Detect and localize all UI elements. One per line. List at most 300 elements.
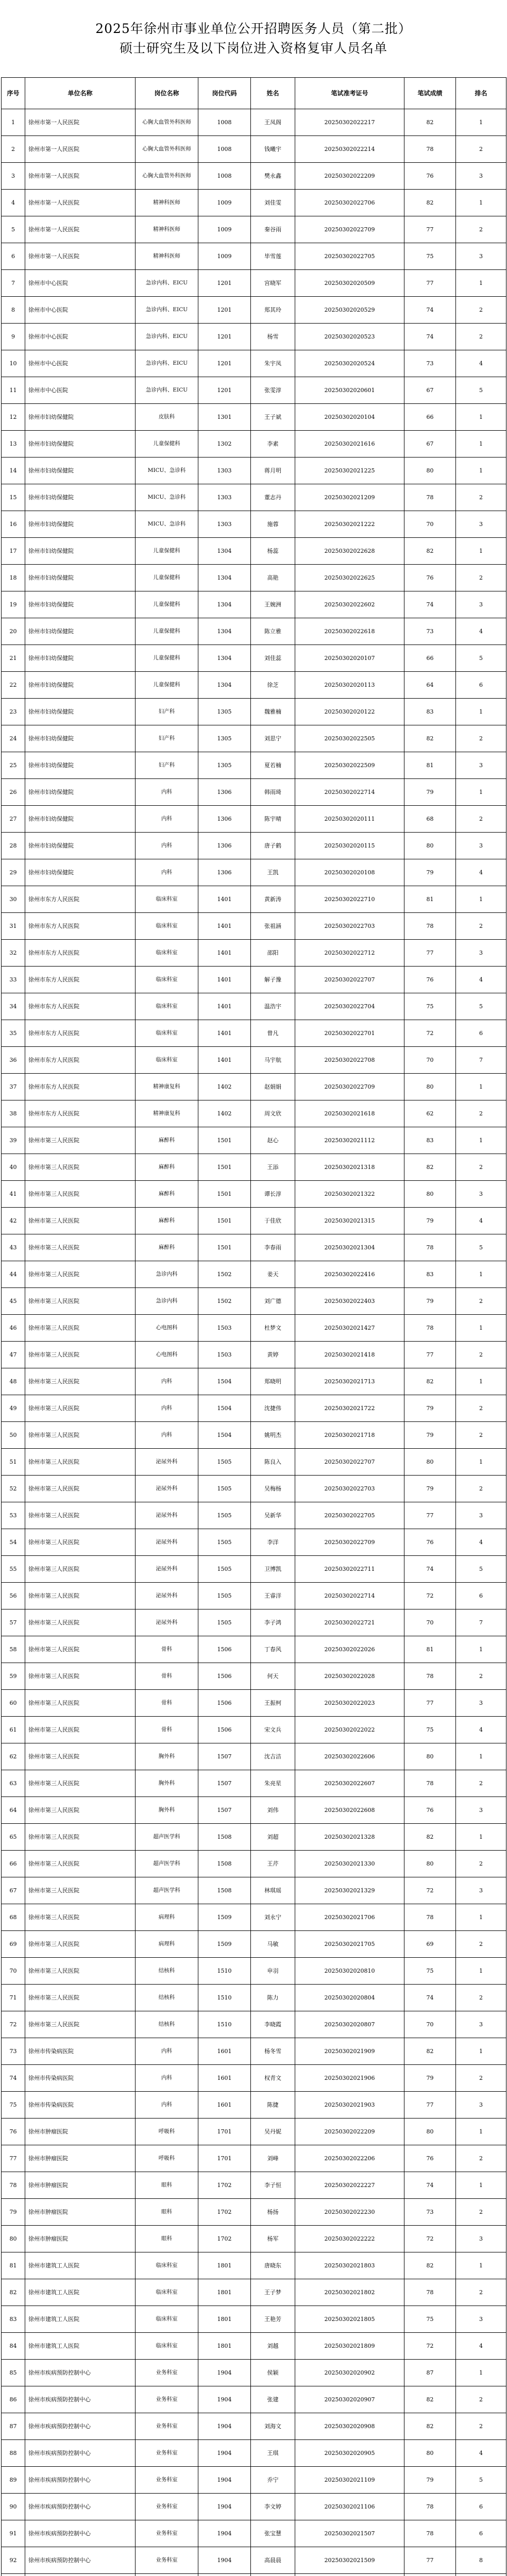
cell-post: 业务科室	[136, 2547, 198, 2574]
cell-name: 宫晓军	[251, 270, 295, 297]
cell-unit: 徐州市第三人民医院	[25, 1422, 136, 1449]
cell-score: 77	[404, 1502, 456, 1529]
cell-unit: 徐州市第三人民医院	[25, 1502, 136, 1529]
cell-ticket-number: 20250302022707	[295, 1449, 404, 1476]
cell-rank: 1	[456, 1261, 506, 1288]
cell-score: 82	[404, 2413, 456, 2440]
cell-ticket-number: 20250302022704	[295, 993, 404, 1020]
cell-name: 高艳	[251, 565, 295, 591]
table-row	[2, 1663, 506, 1690]
cell-index: 73	[2, 2038, 25, 2065]
cell-post: 骨科	[136, 1690, 198, 1717]
cell-index: 34	[2, 993, 25, 1020]
cell-ticket-number: 20250302020908	[295, 2413, 404, 2440]
cell-unit: 徐州市疾病预防控制中心	[25, 2520, 136, 2547]
table-row	[2, 2333, 506, 2360]
cell-name: 刘越	[251, 2333, 295, 2360]
table-row	[2, 1797, 506, 1824]
cell-post: 业务科室	[136, 2386, 198, 2413]
table-row	[2, 725, 506, 752]
cell-score: 82	[404, 190, 456, 216]
table-row	[2, 1020, 506, 1047]
cell-index: 52	[2, 1476, 25, 1502]
cell-ticket-number: 20250302022714	[295, 1583, 404, 1609]
cell-score: 87	[404, 2360, 456, 2386]
cell-ticket-number: 20250302021109	[295, 2467, 404, 2494]
cell-index: 75	[2, 2092, 25, 2119]
cell-index: 92	[2, 2547, 25, 2574]
cell-post-code: 1904	[198, 2494, 251, 2520]
cell-rank: 2	[456, 1100, 506, 1127]
cell-ticket-number: 20250302020108	[295, 859, 404, 886]
cell-ticket-number: 20250302022607	[295, 1770, 404, 1797]
table-row	[2, 1636, 506, 1663]
cell-ticket-number: 20250302021906	[295, 2065, 404, 2092]
cell-post-code: 1801	[198, 2306, 251, 2333]
cell-ticket-number: 20250302021222	[295, 511, 404, 538]
cell-post: 泌尿外科	[136, 1476, 198, 1502]
cell-unit: 徐州市中心医院	[25, 297, 136, 324]
cell-index: 68	[2, 1904, 25, 1931]
col-header-score: 笔试成绩	[404, 78, 456, 109]
cell-index: 39	[2, 1127, 25, 1154]
table-row	[2, 2145, 506, 2172]
cell-unit: 徐州市妇幼保健院	[25, 404, 136, 431]
cell-name: 宋文兵	[251, 1717, 295, 1743]
cell-index: 76	[2, 2119, 25, 2145]
table-header-row	[2, 78, 506, 109]
cell-post-code: 1502	[198, 1288, 251, 1315]
table-row	[2, 431, 506, 457]
cell-unit: 徐州市第三人民医院	[25, 2011, 136, 2038]
cell-ticket-number: 20250302021802	[295, 2279, 404, 2306]
cell-ticket-number: 20250302022217	[295, 109, 404, 136]
cell-score: 67	[404, 377, 456, 404]
table-row	[2, 2252, 506, 2279]
cell-rank: 2	[456, 1663, 506, 1690]
cell-index: 46	[2, 1315, 25, 1342]
cell-name: 王睿洋	[251, 1583, 295, 1609]
cell-name: 邵阳	[251, 940, 295, 967]
cell-rank: 2	[456, 725, 506, 752]
cell-post-code: 1502	[198, 1261, 251, 1288]
table-row	[2, 886, 506, 913]
cell-post-code: 1506	[198, 1663, 251, 1690]
cell-index: 5	[2, 216, 25, 243]
table-row	[2, 2360, 506, 2386]
col-header-post: 岗位名称	[136, 78, 198, 109]
cell-ticket-number: 20250302022209	[295, 2119, 404, 2145]
cell-rank: 1	[456, 2119, 506, 2145]
cell-index: 89	[2, 2467, 25, 2494]
cell-name: 王琪	[251, 2440, 295, 2467]
cell-name: 姜天	[251, 1261, 295, 1288]
cell-rank: 4	[456, 967, 506, 993]
cell-score: 79	[404, 1395, 456, 1422]
cell-ticket-number: 20250302022705	[295, 1502, 404, 1529]
cell-ticket-number: 20250302020807	[295, 2011, 404, 2038]
cell-name: 郑晓明	[251, 1368, 295, 1395]
cell-index: 72	[2, 2011, 25, 2038]
cell-ticket-number: 20250302022206	[295, 2145, 404, 2172]
table-row	[2, 591, 506, 618]
cell-score: 81	[404, 1636, 456, 1663]
cell-name: 杨蕊	[251, 538, 295, 565]
cell-ticket-number: 20250302022703	[295, 913, 404, 940]
cell-name: 谭长淳	[251, 1181, 295, 1208]
cell-name: 李子恒	[251, 2172, 295, 2199]
cell-post-code: 1506	[198, 1636, 251, 1663]
cell-post-code: 1505	[198, 1476, 251, 1502]
cell-ticket-number: 20250302020529	[295, 297, 404, 324]
cell-post-code: 1904	[198, 2520, 251, 2547]
cell-post-code: 1504	[198, 1395, 251, 1422]
cell-name: 高晨晨	[251, 2547, 295, 2574]
cell-rank: 2	[456, 2279, 506, 2306]
cell-index: 62	[2, 1743, 25, 1770]
table-row	[2, 1985, 506, 2011]
table-row	[2, 2199, 506, 2226]
cell-post: 临床科室	[136, 2279, 198, 2306]
cell-name: 解子豫	[251, 967, 295, 993]
table-row	[2, 2574, 506, 2576]
cell-unit: 徐州市第三人民医院	[25, 1181, 136, 1208]
cell-score: 75	[404, 1717, 456, 1743]
cell-rank: 2	[456, 913, 506, 940]
cell-score: 77	[404, 1690, 456, 1717]
cell-unit: 徐州市妇幼保健院	[25, 484, 136, 511]
cell-name: 李晓霞	[251, 2011, 295, 2038]
cell-index: 6	[2, 243, 25, 270]
cell-unit: 徐州市第三人民医院	[25, 1449, 136, 1476]
cell-ticket-number: 20250302022721	[295, 1609, 404, 1636]
cell-name: 刘佳蕊	[251, 645, 295, 672]
cell-unit: 徐州市中心医院	[25, 270, 136, 297]
cell-rank: 1	[456, 538, 506, 565]
cell-score: 73	[404, 618, 456, 645]
cell-ticket-number: 20250302021322	[295, 1181, 404, 1208]
cell-unit: 徐州市第三人民医院	[25, 1154, 136, 1181]
cell-index: 81	[2, 2252, 25, 2279]
table-row	[2, 216, 506, 243]
table-row	[2, 377, 506, 404]
cell-index: 83	[2, 2306, 25, 2333]
cell-post: 临床科室	[136, 2306, 198, 2333]
cell-ticket-number: 20250302021427	[295, 1315, 404, 1342]
cell-score: 78	[404, 1663, 456, 1690]
cell-unit: 徐州市妇幼保健院	[25, 725, 136, 752]
cell-rank: 4	[456, 350, 506, 377]
cell-name: 陈立雅	[251, 618, 295, 645]
cell-post-code: 1505	[198, 1529, 251, 1556]
cell-post: 临床科室	[136, 1020, 198, 1047]
table-row	[2, 1609, 506, 1636]
cell-post-code: 1306	[198, 806, 251, 833]
table-row	[2, 190, 506, 216]
cell-ticket-number: 20250302020523	[295, 324, 404, 350]
table-row	[2, 1690, 506, 1717]
cell-ticket-number: 20250302022708	[295, 1047, 404, 1074]
table-row	[2, 297, 506, 324]
cell-unit: 徐州市第三人民医院	[25, 1985, 136, 2011]
cell-index: 40	[2, 1154, 25, 1181]
cell-index: 85	[2, 2360, 25, 2386]
cell-index: 2	[2, 136, 25, 163]
cell-post-code: 1302	[198, 431, 251, 457]
cell-index: 86	[2, 2386, 25, 2413]
cell-unit: 徐州市妇幼保健院	[25, 431, 136, 457]
cell-unit: 徐州市妇幼保健院	[25, 538, 136, 565]
cell-score: 72	[404, 1020, 456, 1047]
cell-score: 68	[404, 806, 456, 833]
cell-unit: 徐州市妇幼保健院	[25, 699, 136, 725]
table-row	[2, 1288, 506, 1315]
cell-unit: 徐州市疾病预防控制中心	[25, 2440, 136, 2467]
cell-ticket-number: 20250302022618	[295, 618, 404, 645]
cell-name: 李素	[251, 431, 295, 457]
cell-unit: 徐州市妇幼保健院	[25, 806, 136, 833]
cell-post: 麻醉科	[136, 1127, 198, 1154]
cell-unit: 徐州市东方人民医院	[25, 993, 136, 1020]
cell-score: 62	[404, 1100, 456, 1127]
cell-name: 蒋月明	[251, 457, 295, 484]
cell-index: 51	[2, 1449, 25, 1476]
cell-post-code: 1505	[198, 1502, 251, 1529]
cell-post-code: 1304	[198, 645, 251, 672]
cell-index: 87	[2, 2413, 25, 2440]
cell-rank: 3	[456, 2011, 506, 2038]
cell-rank: 2	[456, 1422, 506, 1449]
cell-unit: 徐州市疾病预防控制中心	[25, 2386, 136, 2413]
cell-unit: 徐州市第一人民医院	[25, 243, 136, 270]
cell-post: 急诊内科、EICU	[136, 270, 198, 297]
cell-post-code: 1306	[198, 859, 251, 886]
cell-name: 樊永鑫	[251, 163, 295, 190]
cell-rank: 1	[456, 1743, 506, 1770]
cell-rank: 1	[456, 699, 506, 725]
cell-unit: 徐州市中心医院	[25, 350, 136, 377]
cell-score: 80	[404, 1449, 456, 1476]
cell-name: 刘峰	[251, 2145, 295, 2172]
cell-name: 唐子鹤	[251, 833, 295, 859]
cell-rank: 1	[456, 1824, 506, 1851]
table-row	[2, 1449, 506, 1476]
cell-post-code: 1510	[198, 1958, 251, 1985]
title-line-2: 硕士研究生及以下岗位进入资格复审人员名单	[119, 41, 387, 56]
cell-post: 内科	[136, 2038, 198, 2065]
cell-unit: 徐州市第三人民医院	[25, 1931, 136, 1958]
cell-unit: 徐州市东方人民医院	[25, 1020, 136, 1047]
table-row	[2, 1556, 506, 1583]
cell-rank: 1	[456, 2172, 506, 2199]
cell-index: 1	[2, 109, 25, 136]
cell-index: 27	[2, 806, 25, 833]
cell-post-code: 1508	[198, 1877, 251, 1904]
cell-rank: 1	[456, 1958, 506, 1985]
cell-ticket-number: 20250302021618	[295, 1100, 404, 1127]
cell-ticket-number: 20250302021330	[295, 1851, 404, 1877]
table-row	[2, 2172, 506, 2199]
cell-ticket-number: 20250302021903	[295, 2092, 404, 2119]
cell-index: 48	[2, 1368, 25, 1395]
cell-post-code: 1009	[198, 243, 251, 270]
cell-unit: 徐州市建筑工人医院	[25, 2306, 136, 2333]
cell-score: 74	[404, 324, 456, 350]
cell-post-code: 1304	[198, 565, 251, 591]
cell-name: 王婉洲	[251, 591, 295, 618]
cell-post: 超声医学科	[136, 1851, 198, 1877]
table-row	[2, 2065, 506, 2092]
cell-rank: 1	[456, 270, 506, 297]
cell-index: 4	[2, 190, 25, 216]
cell-post-code: 1904	[198, 2413, 251, 2440]
cell-name: 李子鸿	[251, 1609, 295, 1636]
cell-unit: 徐州市第三人民医院	[25, 1368, 136, 1395]
cell-post-code: 1401	[198, 886, 251, 913]
cell-index: 66	[2, 1851, 25, 1877]
cell-ticket-number: 20250302021718	[295, 1422, 404, 1449]
table-row	[2, 1583, 506, 1609]
cell-post: 急诊内科、EICU	[136, 297, 198, 324]
cell-score: 80	[404, 2440, 456, 2467]
cell-rank: 6	[456, 2494, 506, 2520]
cell-post: 精神科医师	[136, 216, 198, 243]
cell-unit: 徐州市疾病预防控制中心	[25, 2360, 136, 2386]
table-row	[2, 993, 506, 1020]
cell-post: 急诊内科、EICU	[136, 377, 198, 404]
table-row	[2, 243, 506, 270]
cell-index: 16	[2, 511, 25, 538]
cell-name: 温浩宇	[251, 993, 295, 1020]
cell-rank: 5	[456, 1556, 506, 1583]
cell-post: 结核科	[136, 2011, 198, 2038]
cell-index: 13	[2, 431, 25, 457]
cell-rank: 5	[456, 993, 506, 1020]
table-body	[2, 109, 506, 2576]
cell-ticket-number: 20250302021507	[295, 2520, 404, 2547]
cell-ticket-number: 20250302022711	[295, 1556, 404, 1583]
cell-unit: 徐州市肿瘤医院	[25, 2226, 136, 2252]
cell-post-code: 1508	[198, 1851, 251, 1877]
cell-unit: 徐州市妇幼保健院	[25, 833, 136, 859]
cell-ticket-number: 20250302020905	[295, 2440, 404, 2467]
cell-unit: 徐州市妇幼保健院	[25, 457, 136, 484]
col-header-unit: 单位名称	[25, 78, 136, 109]
cell-name: 施蓉	[251, 511, 295, 538]
cell-unit: 徐州市第三人民医院	[25, 1395, 136, 1422]
cell-score: 64	[404, 672, 456, 699]
cell-rank: 3	[456, 1502, 506, 1529]
cell-name: 乔宁	[251, 2467, 295, 2494]
cell-index: 14	[2, 457, 25, 484]
cell-ticket-number	[295, 2574, 404, 2576]
cell-rank: 3	[456, 752, 506, 779]
cell-post: 精神康复科	[136, 1074, 198, 1100]
cell-name: 黄新涛	[251, 886, 295, 913]
cell-post-code: 1303	[198, 484, 251, 511]
cell-post: 内科	[136, 1395, 198, 1422]
cell-ticket-number: 20250302020509	[295, 270, 404, 297]
cell-name: 王芹	[251, 1851, 295, 1877]
cell-post: 儿童保健科	[136, 565, 198, 591]
cell-post: 胸外科	[136, 1770, 198, 1797]
cell-index: 44	[2, 1261, 25, 1288]
cell-index: 37	[2, 1074, 25, 1100]
cell-rank: 6	[456, 1583, 506, 1609]
cell-post-code: 1501	[198, 1154, 251, 1181]
cell-unit: 徐州市传染病医院	[25, 2038, 136, 2065]
cell-unit: 徐州市东方人民医院	[25, 913, 136, 940]
cell-post-code: 1304	[198, 538, 251, 565]
cell-ticket-number: 20250302022509	[295, 752, 404, 779]
cell-post-code: 1904	[198, 2547, 251, 2574]
cell-score: 79	[404, 2065, 456, 2092]
cell-ticket-number: 20250302022230	[295, 2199, 404, 2226]
cell-score: 72	[404, 2226, 456, 2252]
cell-score: 78	[404, 2279, 456, 2306]
table-row	[2, 1476, 506, 1502]
cell-rank: 3	[456, 163, 506, 190]
table-row	[2, 163, 506, 190]
cell-ticket-number: 20250302020804	[295, 1985, 404, 2011]
table-row	[2, 2440, 506, 2467]
cell-post: 儿童保健科	[136, 672, 198, 699]
cell-score: 74	[404, 591, 456, 618]
cell-index: 32	[2, 940, 25, 967]
cell-rank: 3	[456, 511, 506, 538]
cell-rank: 4	[456, 2333, 506, 2360]
cell-ticket-number: 20250302022222	[295, 2226, 404, 2252]
cell-index: 10	[2, 350, 25, 377]
cell-score: 83	[404, 699, 456, 725]
cell-ticket-number: 20250302021418	[295, 1342, 404, 1368]
cell-index: 30	[2, 886, 25, 913]
cell-name: 李春雨	[251, 1234, 295, 1261]
cell-score: 76	[404, 565, 456, 591]
cell-score: 82	[404, 2038, 456, 2065]
cell-index: 54	[2, 1529, 25, 1556]
cell-unit: 徐州市妇幼保健院	[25, 752, 136, 779]
cell-score: 79	[404, 1476, 456, 1502]
cell-rank: 2	[456, 2199, 506, 2226]
cell-unit: 徐州市第三人民医院	[25, 1234, 136, 1261]
cell-unit: 徐州市第三人民医院	[25, 1208, 136, 1234]
cell-post-code: 1304	[198, 672, 251, 699]
cell-post: 结核科	[136, 1985, 198, 2011]
cell-score: 70	[404, 2011, 456, 2038]
cell-score	[404, 2574, 456, 2576]
cell-ticket-number: 20250302022701	[295, 1020, 404, 1047]
cell-index: 17	[2, 538, 25, 565]
table-row	[2, 1904, 506, 1931]
cell-post: 骨科	[136, 1636, 198, 1663]
cell-post-code: 1505	[198, 1609, 251, 1636]
cell-name: 曾凡	[251, 1020, 295, 1047]
cell-name: 马敏	[251, 1931, 295, 1958]
cell-score: 78	[404, 136, 456, 163]
cell-name: 王艳芳	[251, 2306, 295, 2333]
cell-rank: 4	[456, 1717, 506, 1743]
cell-ticket-number: 20250302022026	[295, 1636, 404, 1663]
cell-ticket-number: 20250302020104	[295, 404, 404, 431]
cell-index: 71	[2, 1985, 25, 2011]
cell-rank: 5	[456, 645, 506, 672]
cell-index: 38	[2, 1100, 25, 1127]
table-row	[2, 538, 506, 565]
cell-name: 赵娟娟	[251, 1074, 295, 1100]
cell-score: 66	[404, 645, 456, 672]
cell-ticket-number: 20250302020113	[295, 672, 404, 699]
